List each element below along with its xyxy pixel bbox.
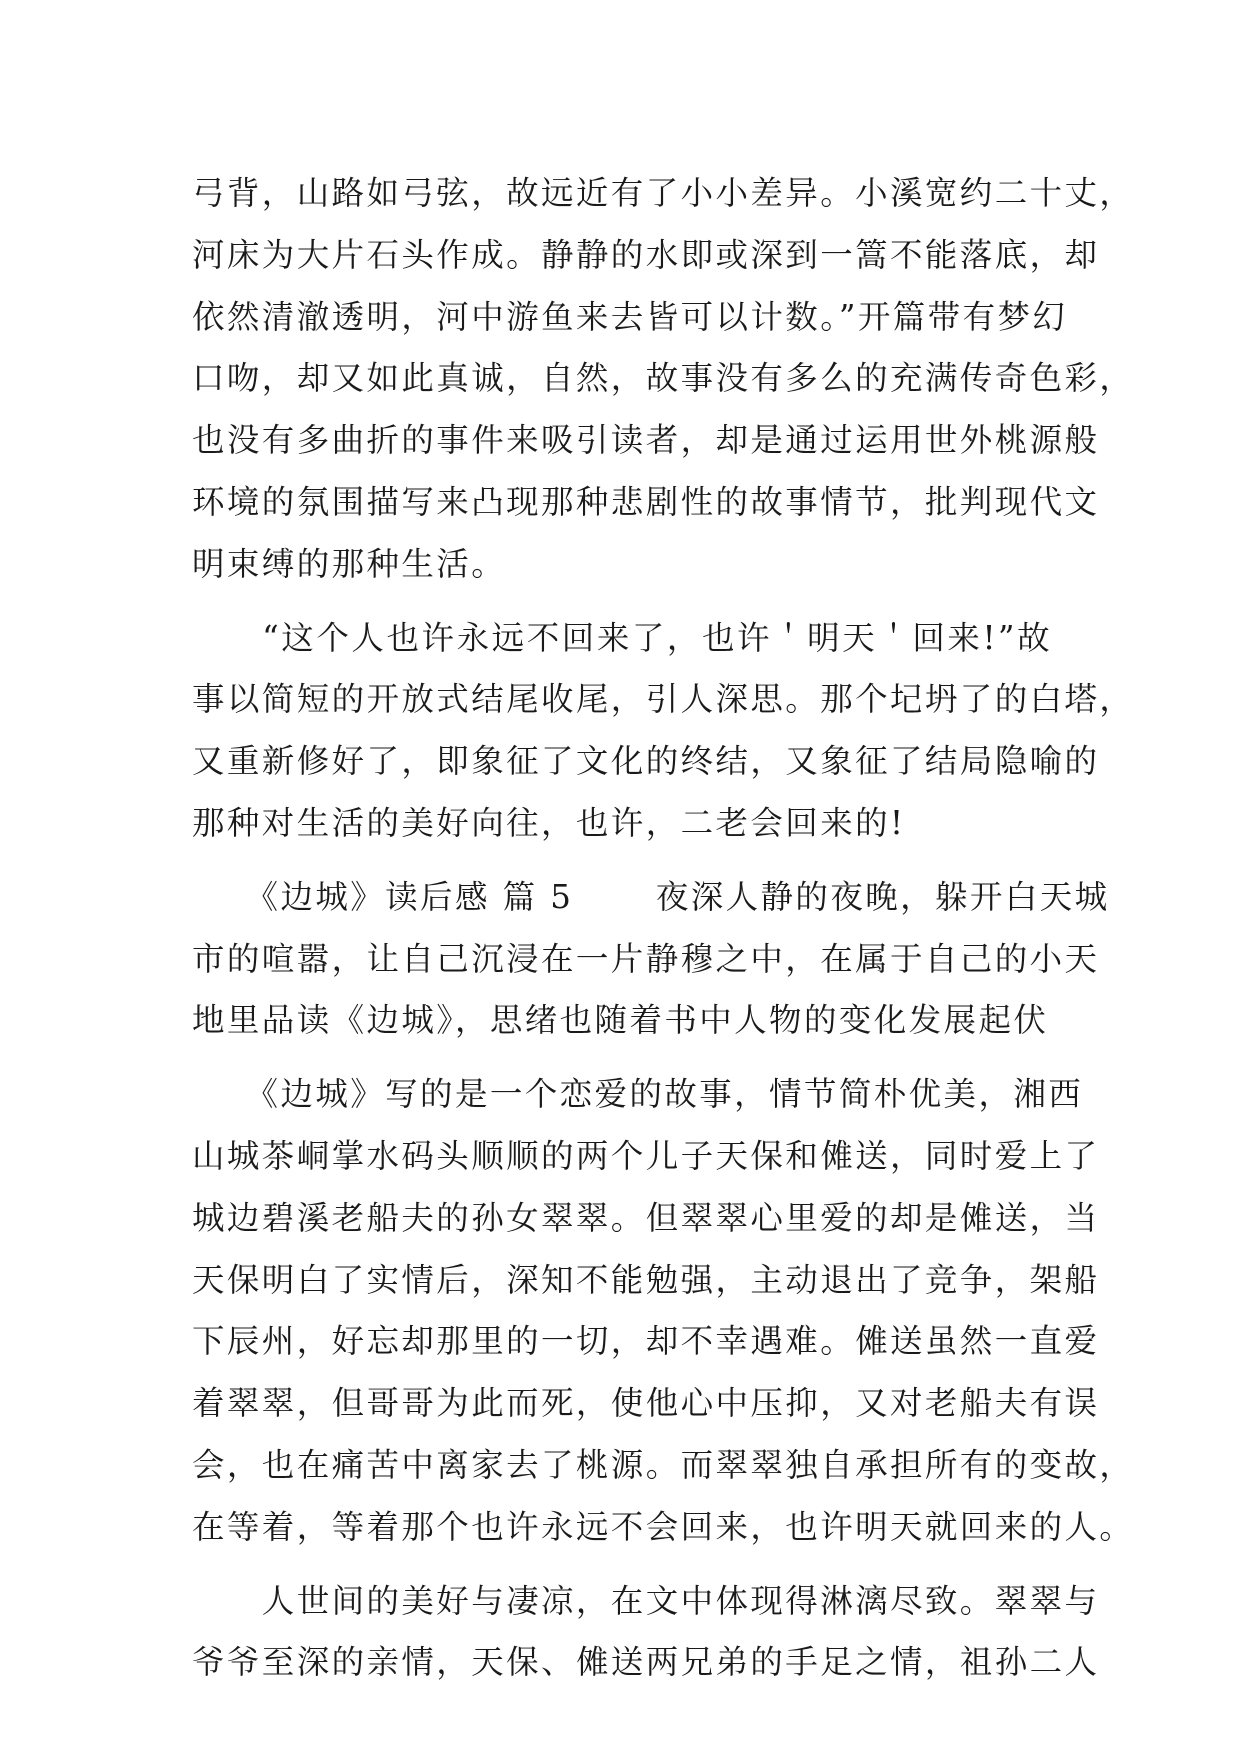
text-line: 《边城》写的是一个恋爱的故事，情节简朴优美，湘西 (192, 1075, 1084, 1114)
text-line: 明束缚的那种生活。 (192, 544, 507, 583)
text-line: 事以简短的开放式结尾收尾，引人深思。那个圮坍了的白塔， (192, 680, 1135, 719)
text-line: 会，也在痛苦中离家去了桃源。而翠翠独自承担所有的变故， (192, 1445, 1135, 1484)
text-line: 又重新修好了，即象征了文化的终结，又象征了结局隐喻的 (192, 742, 1100, 781)
text-line: 着翠翠，但哥哥为此而死，使他心中压抑，又对老船夫有误 (192, 1384, 1100, 1423)
text-line: “这个人也许永远不回来了，也许＇明天＇回来!”故 (192, 618, 1052, 657)
text-line: 也没有多曲折的事件来吸引读者，却是通过运用世外桃源般 (192, 421, 1100, 460)
text-line: 天保明白了实情后，深知不能勉强，主动退出了竞争，架船 (192, 1260, 1100, 1299)
text-line: 地里品读《边城》，思绪也随着书中人物的变化发展起伏 (192, 1001, 1049, 1040)
text-line: 市的喧嚣，让自己沉浸在一片静穆之中，在属于自己的小天 (192, 939, 1100, 978)
text-line: 下辰州，好忘却那里的一切，却不幸遇难。傩送虽然一直爱 (192, 1322, 1100, 1361)
text-line: 爷爷至深的亲情，天保、傩送两兄弟的手足之情，祖孙二人 (192, 1643, 1100, 1682)
text-line: 河床为大片石头作成。静静的水即或深到一篙不能落底，却 (192, 235, 1100, 274)
text-line: 弓背，山路如弓弦，故远近有了小小差异。小溪宽约二十丈， (192, 174, 1135, 212)
text-line: 口吻，却又如此真诚，自然，故事没有多么的充满传奇色彩， (192, 359, 1135, 398)
text-line: 山城茶峒掌水码头顺顺的两个儿子天保和傩送，同时爱上了 (192, 1136, 1100, 1175)
text-line: 环境的氛围描写来凸现那种悲剧性的故事情节，批判现代文 (192, 482, 1100, 521)
text-line: 那种对生活的美好向往，也许，二老会回来的! (192, 803, 906, 842)
document-body-text (192, 163, 1135, 1694)
text-line: 依然清澈透明，河中游鱼来去皆可以计数。”开篇带有梦幻 (192, 297, 1068, 336)
text-line: 在等着，等着那个也许永远不会回来，也许明天就回来的人。 (192, 1507, 1135, 1546)
text-line: 人世间的美好与凄凉，在文中体现得淋漓尽致。翠翠与 (192, 1581, 1100, 1620)
text-line: 《边城》读后感 篇 5 夜深人静的夜晚，躲开白天城 (192, 877, 1110, 916)
text-line: 城边碧溪老船夫的孙女翠翠。但翠翠心里爱的却是傩送，当 (192, 1198, 1100, 1237)
